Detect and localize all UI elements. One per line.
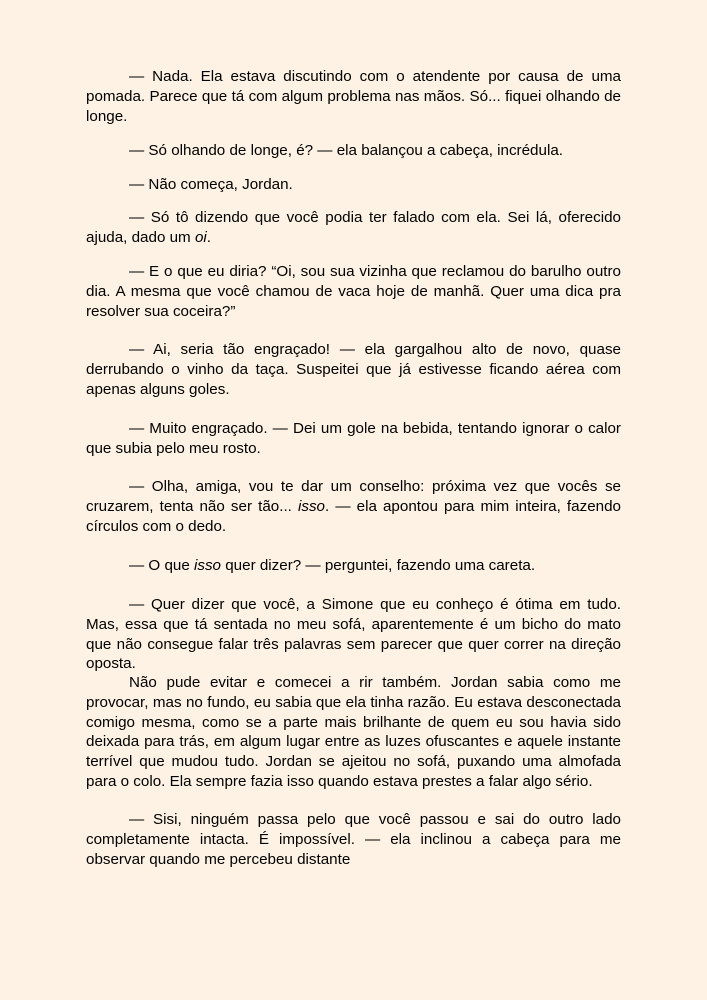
paragraph bbox=[86, 141, 621, 161]
paragraph-text: — E o que eu diria? “Oi, sou sua vizinha que reclamou do barulho outro dia. A mesma que você chamou de vaca hoje de manhã. Quer uma dica pra resolver sua coceira?” bbox=[86, 263, 621, 320]
paragraph bbox=[86, 419, 621, 459]
paragraph-text: — Só olhando de longe, é? — ela balançou a cabeça, incrédula. bbox=[129, 142, 563, 159]
paragraph-emphasis: isso bbox=[194, 557, 222, 574]
paragraph-text: . bbox=[206, 228, 211, 246]
paragraph bbox=[86, 556, 621, 576]
paragraph-text: — Sisi, ninguém passa pelo que você passou e sai do outro lado completamente intacta. É impossível. — ela inclinou a cabeça para me observar quando me percebeu distante bbox=[86, 811, 621, 868]
paragraph bbox=[86, 810, 621, 869]
paragraph bbox=[86, 208, 621, 248]
paragraph bbox=[86, 673, 621, 792]
paragraph bbox=[86, 67, 621, 126]
paragraph-text: — Não começa, Jordan. bbox=[129, 176, 293, 193]
paragraph-text: — Olha, amiga, vou te dar um conselho: próxima vez que vocês se cruzarem, tenta não ser tão... bbox=[86, 478, 621, 515]
paragraph bbox=[86, 595, 621, 674]
paragraph bbox=[86, 175, 621, 195]
paragraph-text: Não pude evitar e comecei a rir também. Jordan sabia como me provocar, mas no fundo, eu sabia que ela tinha razão. Eu estava desconectada comigo mesma, como se a parte mais brilhante de quem eu sou havia sido deixada para trás, em algum lugar entre as luzes ofuscantes e aquele instante terrível que mudou tudo. Jordan se ajeitou no sofá, puxando uma almofada para o colo. Ela sempre fazia isso quando estava prestes a falar algo sério. bbox=[86, 674, 621, 790]
paragraph-text: quer dizer? — perguntei, fazendo uma careta. bbox=[221, 557, 536, 574]
paragraph bbox=[86, 262, 621, 321]
paragraph-emphasis: isso bbox=[298, 497, 326, 515]
paragraph bbox=[86, 477, 621, 536]
paragraph-text: — Nada. Ela estava discutindo com o atendente por causa de uma pomada. Parece que tá com algum problema nas mãos. Só... fiquei olhando de longe. bbox=[86, 68, 621, 125]
paragraph-text: — Ai, seria tão engraçado! — ela gargalhou alto de novo, quase derrubando o vinho da taça. Suspeitei que já estivesse ficando aérea com apenas alguns goles. bbox=[86, 341, 621, 398]
paragraph-text: — O que bbox=[129, 557, 194, 574]
paragraph-text: — Quer dizer que você, a Simone que eu conheço é ótima em tudo. Mas, essa que tá sentada no meu sofá, aparentemente é um bicho do mato que não consegue falar três palavras sem parecer que quer correr na direção oposta. bbox=[86, 596, 621, 673]
paragraph-text: — Só tô dizendo que você podia ter falado com ela. Sei lá, oferecido ajuda, dado um bbox=[86, 209, 621, 246]
paragraph-text: . — ela apontou para mim inteira, fazendo círculos com o dedo. bbox=[86, 497, 621, 535]
paragraph-text: — Muito engraçado. — Dei um gole na bebida, tentando ignorar o calor que subia pelo meu rosto. bbox=[86, 420, 621, 457]
paragraph bbox=[86, 340, 621, 399]
paragraph-emphasis: oi bbox=[194, 228, 207, 246]
